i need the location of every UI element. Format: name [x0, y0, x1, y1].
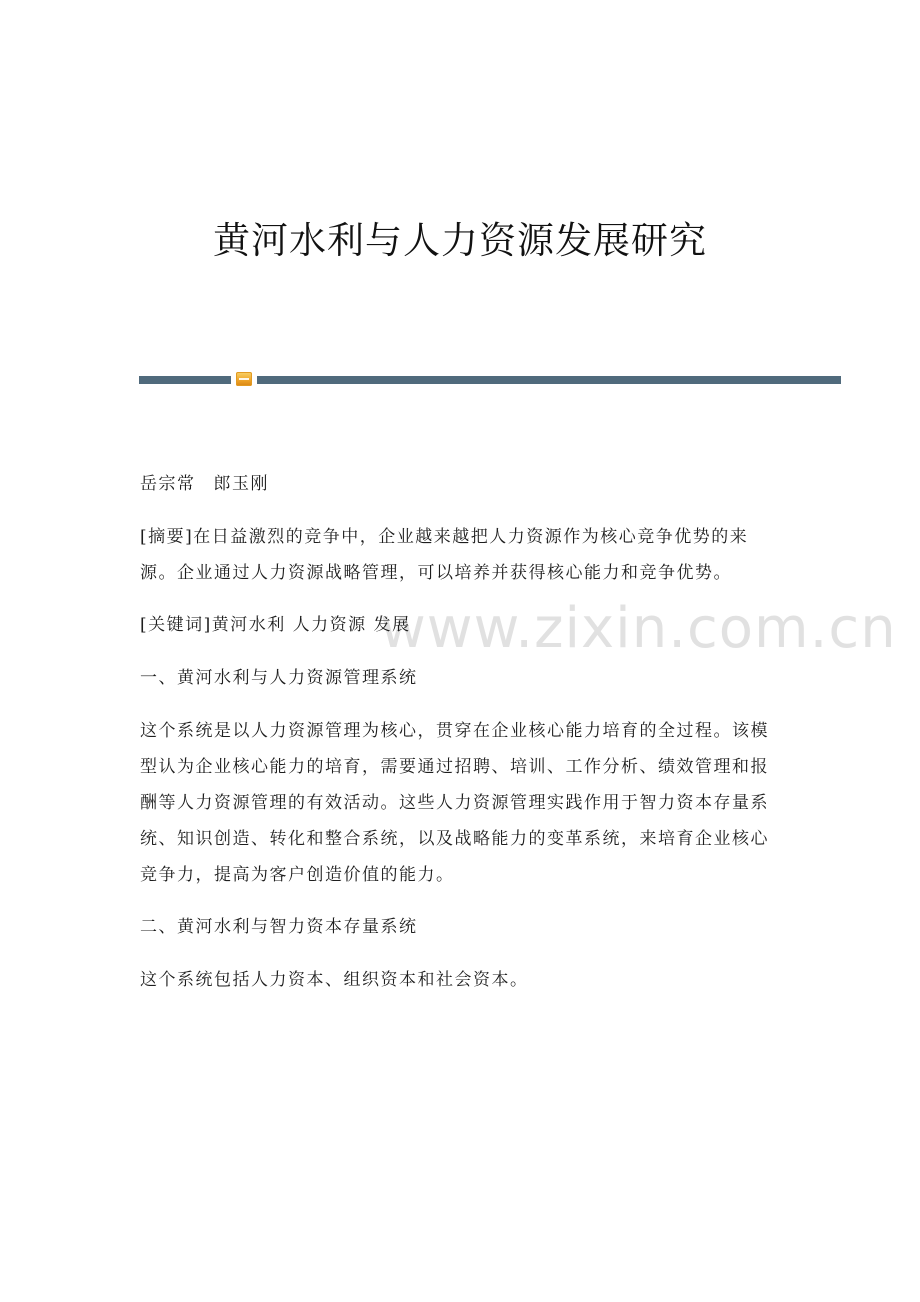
watermark: www.zixin.com.cn — [380, 596, 897, 661]
section-body: 这个系统是以人力资源管理为核心，贯穿在企业核心能力培育的全过程。该模型认为企业核心能力的培育，需要通过招聘、培训、工作分析、绩效管理和报酬等人力资源管理的有效活动。这些人力资源管理实践作用于智力资本存量系统、知识创造、转化和整合系统，以及战略能力的变革系统，来培育企业核心竞争力，提高为客户创造价值的能力。 — [140, 721, 769, 885]
keywords-line: [关键词]黄河水利 人力资源 发展 — [140, 615, 411, 635]
author-name: 郎玉刚 — [213, 474, 269, 494]
document-title: 黄河水利与人力资源发展研究 — [213, 219, 707, 262]
authors-line — [140, 466, 772, 502]
document-body — [140, 466, 772, 1015]
section-heading: 一、黄河水利与人力资源管理系统 — [140, 668, 418, 688]
divider-emblem-icon — [236, 372, 252, 386]
author-name: 岳宗常 — [140, 474, 196, 494]
section-heading: 二、黄河水利与智力资本存量系统 — [140, 917, 418, 937]
abstract-paragraph: [摘要]在日益激烈的竞争中，企业越来越把人力资源作为核心竞争优势的来源。企业通过人力资源战略管理，可以培养并获得核心能力和竞争优势。 — [140, 527, 749, 583]
divider-bar-right — [257, 376, 841, 384]
section-body: 这个系统包括人力资本、组织资本和社会资本。 — [140, 970, 529, 990]
title-divider — [139, 372, 841, 386]
divider-bar-left — [139, 376, 231, 384]
